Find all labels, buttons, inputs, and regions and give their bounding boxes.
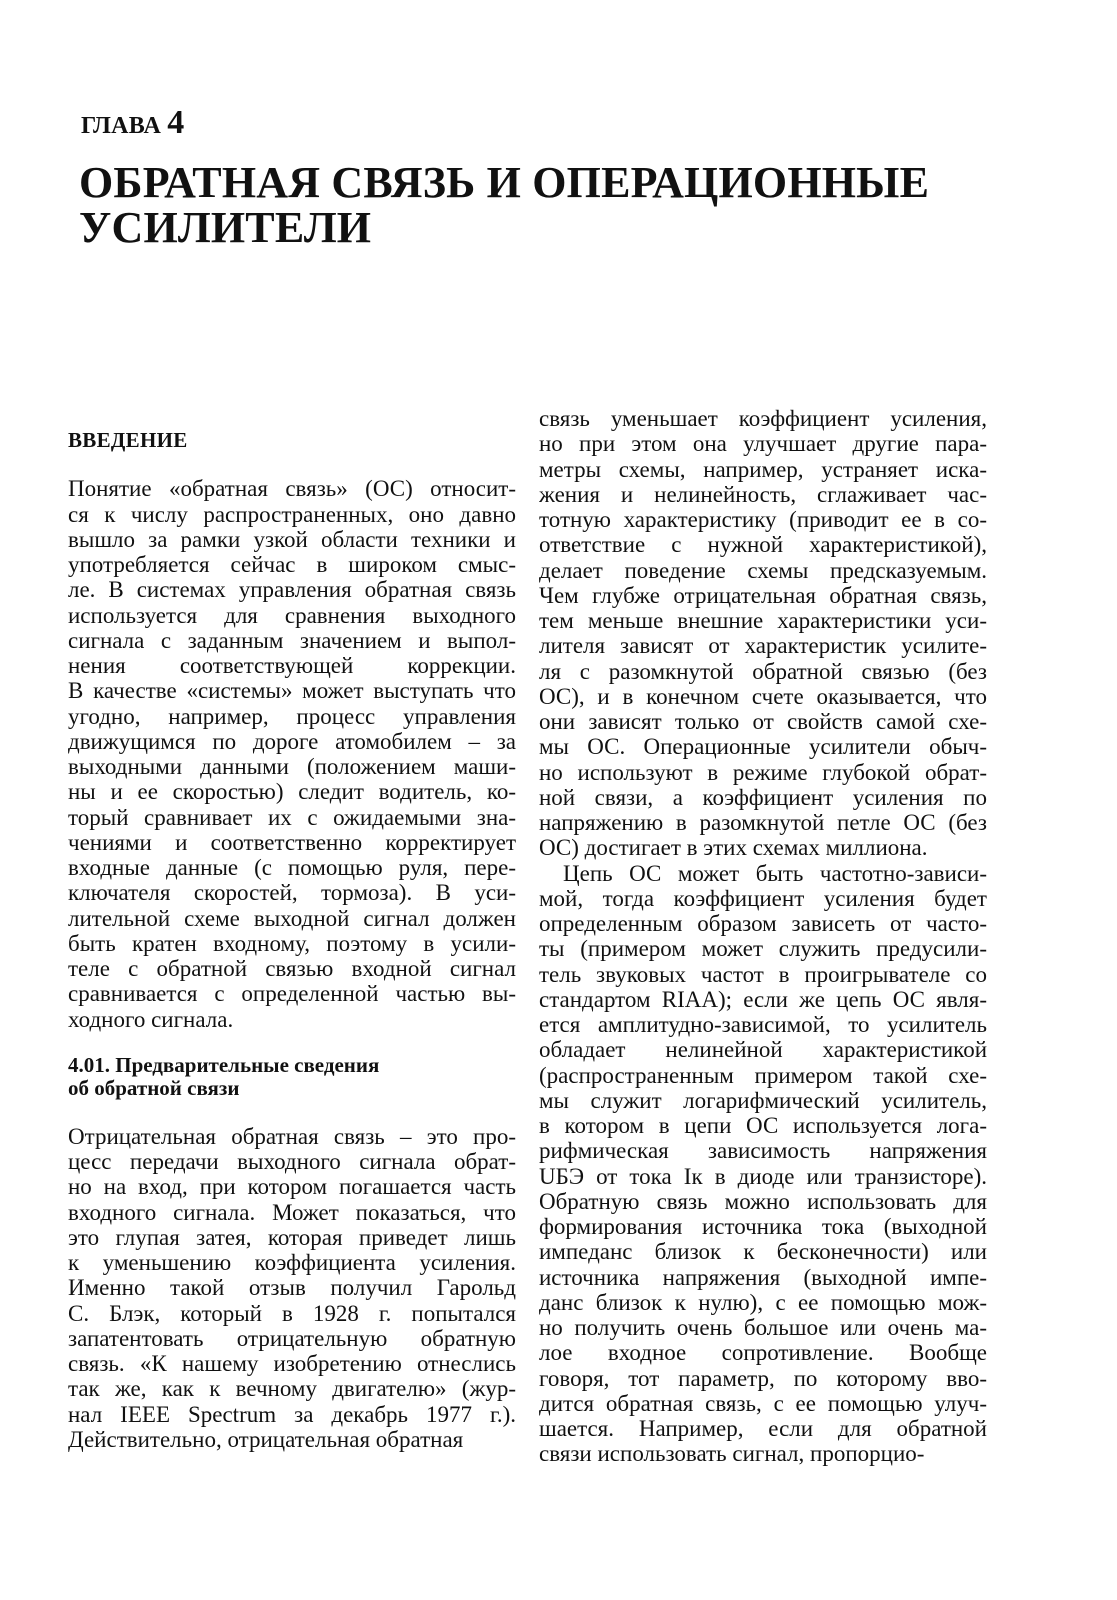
text-line: определенным образом зависеть от часто- xyxy=(539,911,987,936)
text-line: лителя зависят от характеристик усилите- xyxy=(539,633,987,659)
right-paragraph-2 xyxy=(539,861,987,1467)
text-line: чениями и соответственно корректирует xyxy=(68,829,516,855)
text-line: ходного сигнала. xyxy=(68,1006,234,1032)
text-line: но используют в режиме глубокой обрат- xyxy=(539,759,987,785)
text-line: Цепь ОС может быть частотно-зависи- xyxy=(563,860,987,886)
chapter-number: 4 xyxy=(167,104,185,141)
text-line: Чем глубже отрицательная обратная связь, xyxy=(539,582,987,608)
text-line: но на вход, при котором погашается часть xyxy=(68,1174,516,1200)
text-line: нения соответствующей коррекции. xyxy=(68,653,516,678)
section-paragraph xyxy=(68,1124,516,1452)
text-line: быть кратен входному, поэтому в усили- xyxy=(68,930,516,956)
chapter-label xyxy=(81,104,185,142)
text-line: ОС), и в конечном счете оказывается, что xyxy=(539,683,987,709)
text-line: тель звуковых частот в проигрывателе со xyxy=(539,961,987,987)
text-line: (распространенным примером такой схе- xyxy=(539,1062,987,1088)
text-line: тем меньше внешние характеристики уси- xyxy=(539,608,987,633)
text-line: нал IEEE Spectrum за декабрь 1977 г.). xyxy=(68,1401,516,1427)
text-line: связь. «К нашему изобретению отнеслись xyxy=(68,1351,516,1376)
text-line: употребляется сейчас в широком смыс- xyxy=(68,552,516,577)
text-line: ля с разомкнутой обратной связью (без xyxy=(539,658,987,684)
text-line: движущимся по дороге атомобилем – за xyxy=(68,728,516,754)
text-line: ты (примером может служить предусили- xyxy=(539,936,987,962)
text-line: ной связи, а коэффициент усиления по xyxy=(539,784,987,810)
text-line: данс близок к нулю), с ее помощью мож- xyxy=(539,1289,987,1315)
text-line: вышло за рамки узкой области техники и xyxy=(68,526,516,552)
section-heading-line-2: об обратной связи xyxy=(68,1075,240,1100)
text-line: связи использовать сигнал, пропорцио- xyxy=(539,1441,925,1467)
text-line: используется для сравнения выходного xyxy=(68,602,516,628)
text-line: Отрицательная обратная связь – это про- xyxy=(68,1123,516,1149)
text-line: входного сигнала. Может показаться, что xyxy=(68,1199,516,1225)
left-column xyxy=(68,428,516,1452)
text-line: рифмическая зависимость напряжения xyxy=(539,1138,987,1164)
section-heading xyxy=(68,1054,516,1100)
section-heading-line-1: 4.01. Предварительные сведения xyxy=(68,1052,380,1077)
text-line: выходными данными (положением маши- xyxy=(68,754,516,779)
text-line: ответствие с нужной характеристикой), xyxy=(539,532,987,558)
text-line: сигнала с заданным значением и выпол- xyxy=(68,627,516,653)
text-line: делает поведение схемы предсказуемым. xyxy=(539,557,987,583)
text-line: шается. Например, если для обратной xyxy=(539,1416,987,1441)
text-line: формирования источника тока (выходной xyxy=(539,1214,987,1239)
text-line: стандартом RIAA); если же цепь ОС явля- xyxy=(539,986,987,1012)
text-line: запатентовать отрицательную обратную xyxy=(68,1325,516,1351)
right-paragraph-1 xyxy=(539,406,987,861)
text-line: входные данные (с помощью руля, пере- xyxy=(68,855,516,880)
text-line: торый сравнивает их с ожидаемыми зна- xyxy=(68,804,516,830)
text-line: они зависят только от свойств самой схе- xyxy=(539,709,987,734)
text-line: ся к числу распространенных, оно давно xyxy=(68,501,516,527)
text-line: мой, тогда коэффициент усиления будет xyxy=(539,885,987,911)
text-line: жения и нелинейность, сглаживает час- xyxy=(539,481,987,507)
text-line: но получить очень большое или очень ма- xyxy=(539,1315,987,1340)
text-line: это глупая затея, которая приведет лишь xyxy=(68,1224,516,1250)
text-line: лое входное сопротивление. Вообще xyxy=(539,1340,987,1366)
chapter-title xyxy=(79,160,979,250)
text-line: говоря, тот параметр, по которому вво- xyxy=(539,1365,987,1391)
text-line: угодно, например, процесс управления xyxy=(68,703,516,729)
text-line: ется амплитудно-зависимой, то усилитель xyxy=(539,1012,987,1037)
text-line: В качестве «системы» может выступать что xyxy=(68,678,516,704)
text-line: сравнивается с определенной частью вы- xyxy=(68,981,516,1007)
text-line: связь уменьшает коэффициент усиления, xyxy=(539,406,987,431)
text-line: мы служит логарифмический усилитель, xyxy=(539,1087,987,1113)
text-line: метры схемы, например, устраняет иска- xyxy=(539,456,987,482)
text-line: Обратную связь можно использовать для xyxy=(539,1188,987,1214)
text-line: цесс передачи выходного сигнала обрат- xyxy=(68,1149,516,1174)
chapter-title-line-1: ОБРАТНАЯ СВЯЗЬ И ОПЕРАЦИОННЫЕ xyxy=(79,158,930,207)
text-line: но при этом она улучшает другие пара- xyxy=(539,431,987,457)
chapter-title-line-2: УСИЛИТЕЛИ xyxy=(79,203,372,252)
text-line: обладает нелинейной характеристикой xyxy=(539,1037,987,1063)
text-line: так же, как к вечному двигателю» (жур- xyxy=(68,1376,516,1402)
text-line: UБЭ от тока Iк в диоде или транзисторе). xyxy=(539,1163,987,1189)
text-line: к уменьшению коэффициента усиления. xyxy=(68,1250,516,1275)
text-line: Именно такой отзыв получил Гарольд xyxy=(68,1275,516,1301)
text-line: в котором в цепи ОС используется лога- xyxy=(539,1113,987,1138)
text-line: мы ОС. Операционные усилители обыч- xyxy=(539,734,987,760)
text-line: Понятие «обратная связь» (ОС) относит- xyxy=(68,476,516,502)
text-line: ключателя скоростей, тормоза). В уси- xyxy=(68,880,516,906)
text-line: ле. В системах управления обратная связь xyxy=(68,577,516,603)
chapter-word: ГЛАВА xyxy=(81,113,162,139)
text-line: тотную характеристику (приводит ее в со- xyxy=(539,507,987,532)
text-line: лительной схеме выходной сигнал должен xyxy=(68,905,516,931)
text-line: источника напряжения (выходной импе- xyxy=(539,1264,987,1290)
text-line: Действительно, отрицательная обратная xyxy=(68,1426,464,1452)
text-line: ОС) достигает в этих схемах миллиона. xyxy=(539,835,928,861)
intro-paragraph xyxy=(68,476,516,1032)
text-line: теле с обратной связью входной сигнал xyxy=(68,956,516,981)
right-column xyxy=(539,406,987,1467)
text-line: импеданс близок к бесконечности) или xyxy=(539,1239,987,1265)
text-line: напряжению в разомкнутой петле ОС (без xyxy=(539,810,987,835)
text-line: С. Блэк, который в 1928 г. попытался xyxy=(68,1300,516,1326)
text-line: ны и ее скоростью) следит водитель, ко- xyxy=(68,779,516,805)
intro-heading: ВВЕДЕНИЕ xyxy=(68,428,188,452)
text-line: дится обратная связь, с ее помощью улуч- xyxy=(539,1390,987,1416)
